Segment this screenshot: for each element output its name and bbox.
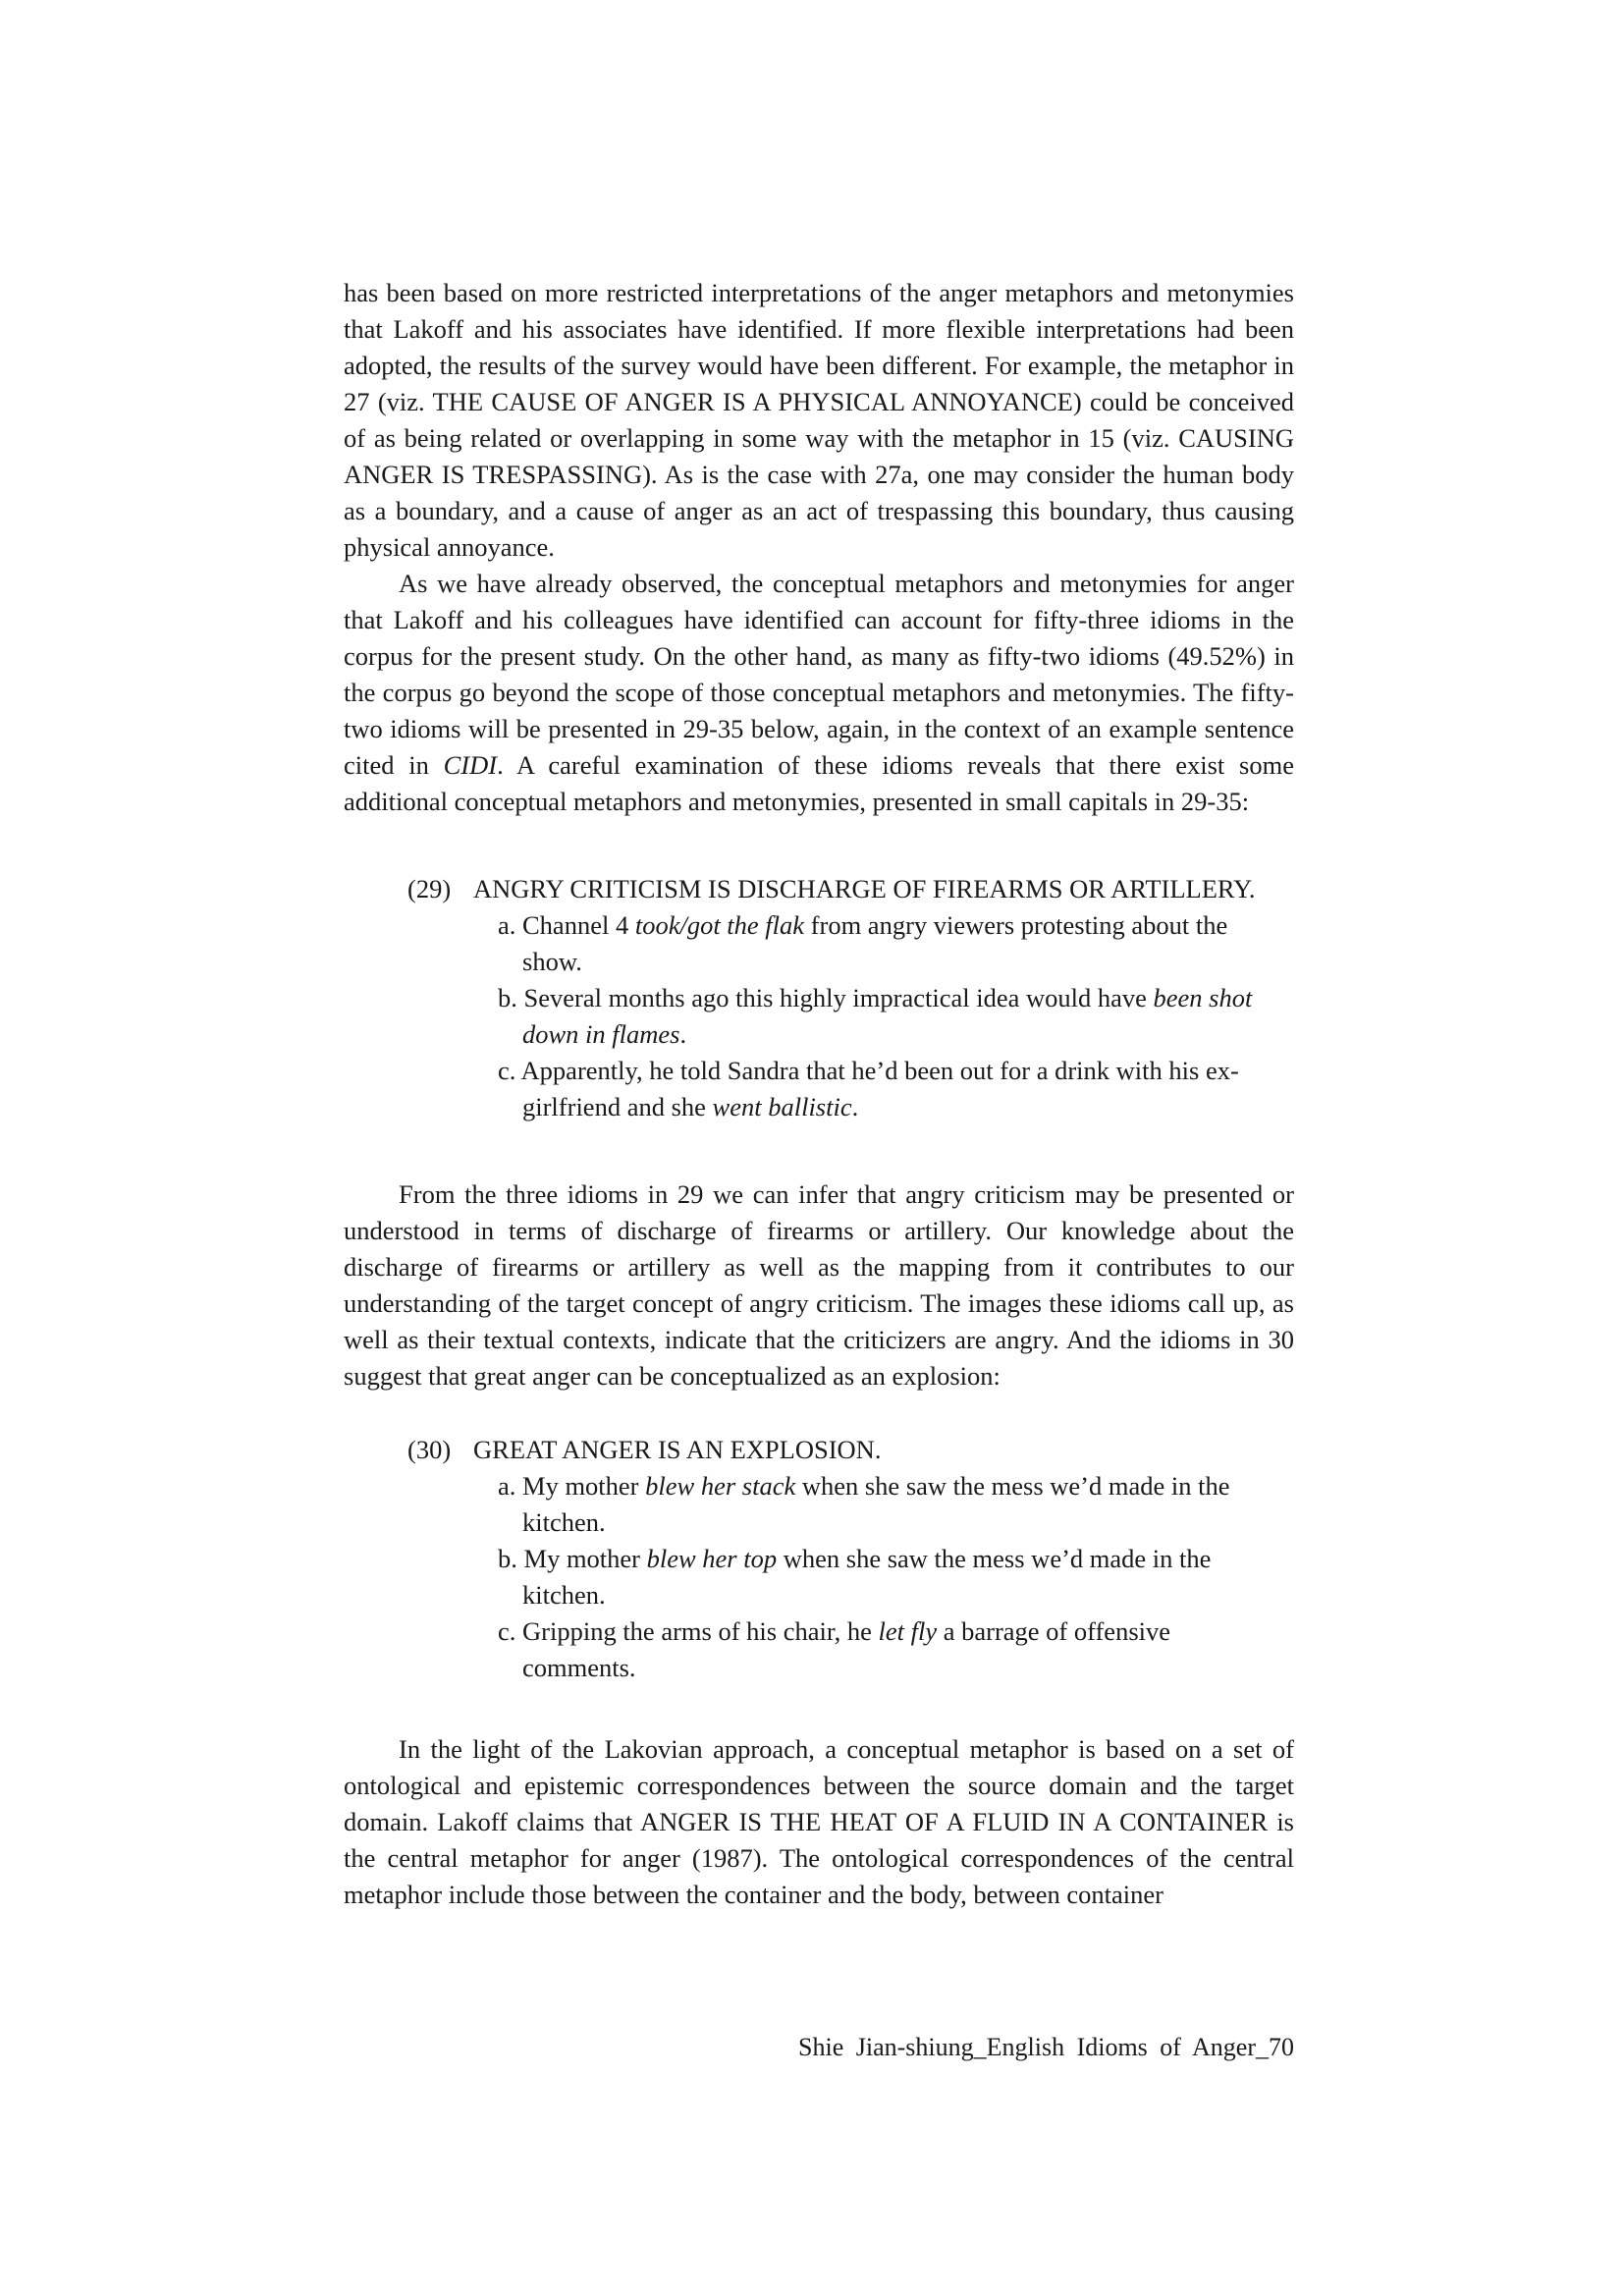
example-29b — [473, 980, 1294, 1053]
example-30a — [473, 1468, 1294, 1541]
example-29c-idiom: went ballistic — [712, 1092, 852, 1121]
example-29-title: ANGRY CRITICISM IS DISCHARGE OF FIREARMS OR ARTILLERY. — [473, 874, 1256, 903]
example-30a-idiom: blew her stack — [645, 1471, 796, 1501]
example-30 — [344, 1432, 1294, 1686]
example-30c — [473, 1613, 1294, 1686]
paragraph-2-text-b: . A careful examination of these idioms reveals that there exist some additional conceptual metaphors and metonymies, presented in small capitals in 29-35: — [344, 750, 1294, 816]
example-30b — [473, 1541, 1294, 1613]
example-29c-text-a: c. Apparently, he told Sandra that he’d been out for a drink with his ex-girlfriend and she — [498, 1056, 1239, 1121]
paragraph-1: has been based on more restricted interpretations of the anger metaphors and metonymies that Lakoff and his associates have identified. If more flexible interpretations had been adopted, the results of the survey would have been different. For example, the metaphor in 27 (viz. THE CAUSE OF ANGER IS A PHYSICAL ANNOYANCE) could be conceived of as being related or overlapping in some way with the metaphor in 15 (viz. CAUSING ANGER IS TRESPASSING). As is the case with 27a, one may consider the human body as a boundary, and a cause of anger as an act of trespassing this boundary, thus causing physical annoyance. — [344, 278, 1294, 562]
example-30-title: GREAT ANGER IS AN EXPLOSION. — [473, 1435, 882, 1464]
example-30a-text-a: a. My mother — [498, 1471, 646, 1501]
page-content — [344, 275, 1294, 1913]
example-29-number: (29) — [407, 874, 452, 903]
example-29c-text-b: . — [851, 1092, 859, 1121]
example-30b-text-a: b. My mother — [498, 1544, 647, 1573]
example-29b-idiom: been shot down in flames — [522, 983, 1253, 1049]
example-29b-text-a: b. Several months ago this highly impractical idea would have — [498, 983, 1154, 1012]
page-footer: Shie Jian-shiung_English Idioms of Anger_70 — [798, 2033, 1294, 2061]
example-30c-idiom: let fly — [878, 1616, 938, 1646]
paragraph-2 — [344, 566, 1294, 820]
paragraph-4: In the light of the Lakovian approach, a conceptual metaphor is based on a set of ontological and epistemic correspondences between the source domain and the target domain. Lakoff claims that ANGER IS THE HEAT OF A FLUID IN A CONTAINER is the central metaphor for anger (1987). The ontological correspondences of the central metaphor include those between the container and the body, between container — [344, 1734, 1294, 1909]
example-30b-idiom: blew her top — [646, 1544, 778, 1573]
paragraph-2-text-a: As we have already observed, the conceptual metaphors and metonymies for anger that Lakoff and his colleagues have identified can account for fifty-three idioms in the corpus for the present study. On the other hand, as many as fifty-two idioms (49.52%) in the corpus go beyond the scope of those conceptual metaphors and metonymies. The fifty-two idioms will be presented in 29-35 below, again, in the context of an example sentence cited in — [344, 569, 1294, 780]
paragraph-3: From the three idioms in 29 we can infer that angry criticism may be presented or understood in terms of discharge of firearms or artillery. Our knowledge about the discharge of firearms or artillery as well as the mapping from it contributes to our understanding of the target concept of angry criticism. The images these idioms call up, as well as their textual contexts, indicate that the criticizers are angry. And the idioms in 30 suggest that great anger can be conceptualized as an explosion: — [344, 1179, 1294, 1391]
example-29c — [473, 1053, 1294, 1125]
example-29a — [473, 907, 1294, 980]
example-30c-text-a: c. Gripping the arms of his chair, he — [498, 1616, 879, 1646]
example-29a-text-b: from angry viewers protesting about the show. — [522, 910, 1228, 976]
example-29b-text-b: . — [679, 1019, 687, 1049]
example-29a-text-a: a. Channel 4 — [498, 910, 635, 940]
cidi-reference: CIDI — [443, 750, 498, 780]
example-29a-idiom: took/got the flak — [634, 910, 805, 940]
example-29 — [344, 871, 1294, 1125]
example-30-number: (30) — [407, 1435, 452, 1464]
example-30a-text-b: when she saw the mess we’d made in the kitchen. — [522, 1471, 1230, 1537]
example-30c-text-b: a barrage of offensive comments. — [522, 1616, 1171, 1682]
example-30b-text-b: when she saw the mess we’d made in the kitchen. — [522, 1544, 1212, 1610]
